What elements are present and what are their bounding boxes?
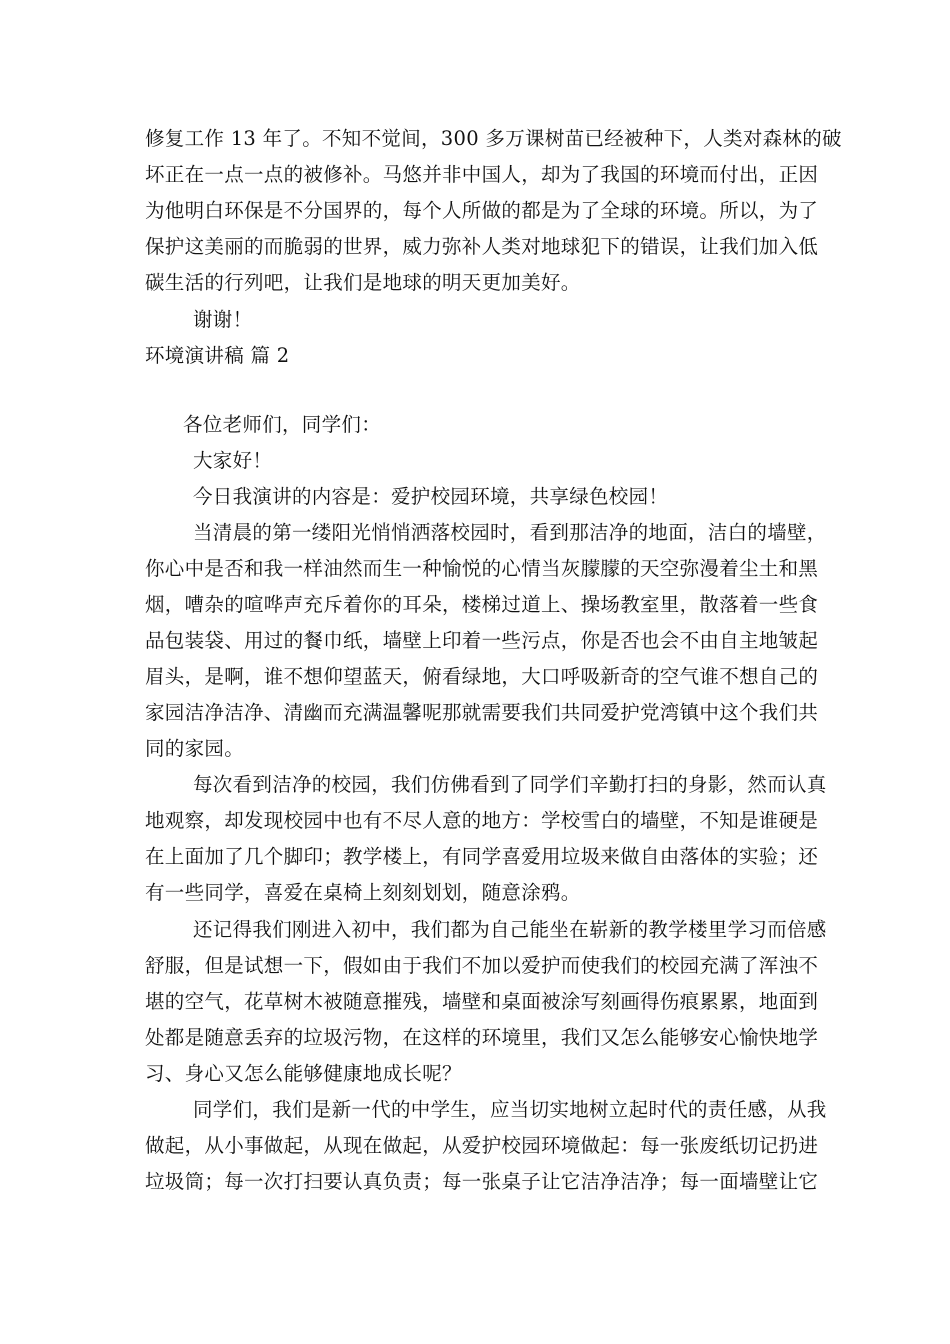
salutation: 各位老师们，同学们： bbox=[183, 413, 382, 436]
text-line: 做起，从小事做起，从现在做起，从爱护校园环境做起：每一张废纸切记扔进 bbox=[145, 1134, 819, 1157]
text-line: 同的家园。 bbox=[145, 737, 245, 760]
text-line: 地观察，却发现校园中也有不尽人意的地方：学校雪白的墙壁，不知是谁硬是 bbox=[145, 809, 819, 832]
text-line: 碳生活的行列吧，让我们是地球的明天更加美好。 bbox=[145, 271, 581, 294]
text-line: 烟，嘈杂的喧哗声充斥着你的耳朵，楼梯过道上、操场教室里，散落着一些食 bbox=[145, 593, 819, 616]
thanks-line: 谢谢！ bbox=[193, 308, 253, 331]
text-line: 舒服，但是试想一下，假如由于我们不加以爱护而使我们的校园充满了浑浊不 bbox=[145, 954, 819, 977]
text-line: 堪的空气，花草树木被随意摧残，墙壁和桌面被涂写刻画得伤痕累累，地面到 bbox=[145, 990, 819, 1013]
text-line: 每次看到洁净的校园，我们仿佛看到了同学们辛勤打扫的身影，然而认真 bbox=[193, 773, 827, 796]
text-line: 垃圾筒；每一次打扫要认真负责；每一张桌子让它洁净洁净；每一面墙壁让它 bbox=[145, 1170, 819, 1193]
text-line: 在上面加了几个脚印；教学楼上，有同学喜爱用垃圾来做自由落体的实验；还 bbox=[145, 845, 819, 868]
text-line: 当清晨的第一缕阳光悄悄洒落校园时，看到那洁净的地面，洁白的墙壁， bbox=[193, 521, 827, 544]
section-heading: 环境演讲稿 篇 2 bbox=[145, 344, 290, 367]
text-line: 修复工作 13 年了。不知不觉间，300 多万课树苗已经被种下，人类对森林的破 bbox=[145, 127, 842, 150]
text-line: 眉头，是啊，谁不想仰望蓝天，俯看绿地，大口呼吸新奇的空气谁不想自己的 bbox=[145, 665, 819, 688]
text-line: 坏正在一点一点的被修补。马悠并非中国人，却为了我国的环境而付出，正因 bbox=[145, 163, 819, 186]
greeting: 大家好！ bbox=[193, 449, 273, 472]
text-line: 习、身心又怎么能够健康地成长呢？ bbox=[145, 1062, 462, 1085]
text-line: 家园洁净洁净、清幽而充满温馨呢那就需要我们共同爱护党湾镇中这个我们共 bbox=[145, 701, 819, 724]
text-line: 同学们，我们是新一代的中学生，应当切实地树立起时代的责任感，从我 bbox=[193, 1098, 827, 1121]
text-line: 品包装袋、用过的餐巾纸，墙壁上印着一些污点，你是否也会不由自主地皱起 bbox=[145, 629, 819, 652]
text-line: 有一些同学，喜爱在桌椅上刻刻划划，随意涂鸦。 bbox=[145, 881, 581, 904]
text-line: 保护这美丽的而脆弱的世界，威力弥补人类对地球犯下的错误，让我们加入低 bbox=[145, 235, 819, 258]
text-line: 还记得我们刚进入初中，我们都为自己能坐在崭新的教学楼里学习而倍感 bbox=[193, 918, 827, 941]
text-line: 处都是随意丢弃的垃圾污物，在这样的环境里，我们又怎么能够安心愉快地学 bbox=[145, 1026, 819, 1049]
speech-topic: 今日我演讲的内容是：爱护校园环境，共享绿色校园！ bbox=[193, 485, 669, 508]
text-line: 你心中是否和我一样油然而生一种愉悦的心情当灰朦朦的天空弥漫着尘土和黑 bbox=[145, 557, 819, 580]
text-line: 为他明白环保是不分国界的，每个人所做的都是为了全球的环境。所以，为了 bbox=[145, 199, 819, 222]
